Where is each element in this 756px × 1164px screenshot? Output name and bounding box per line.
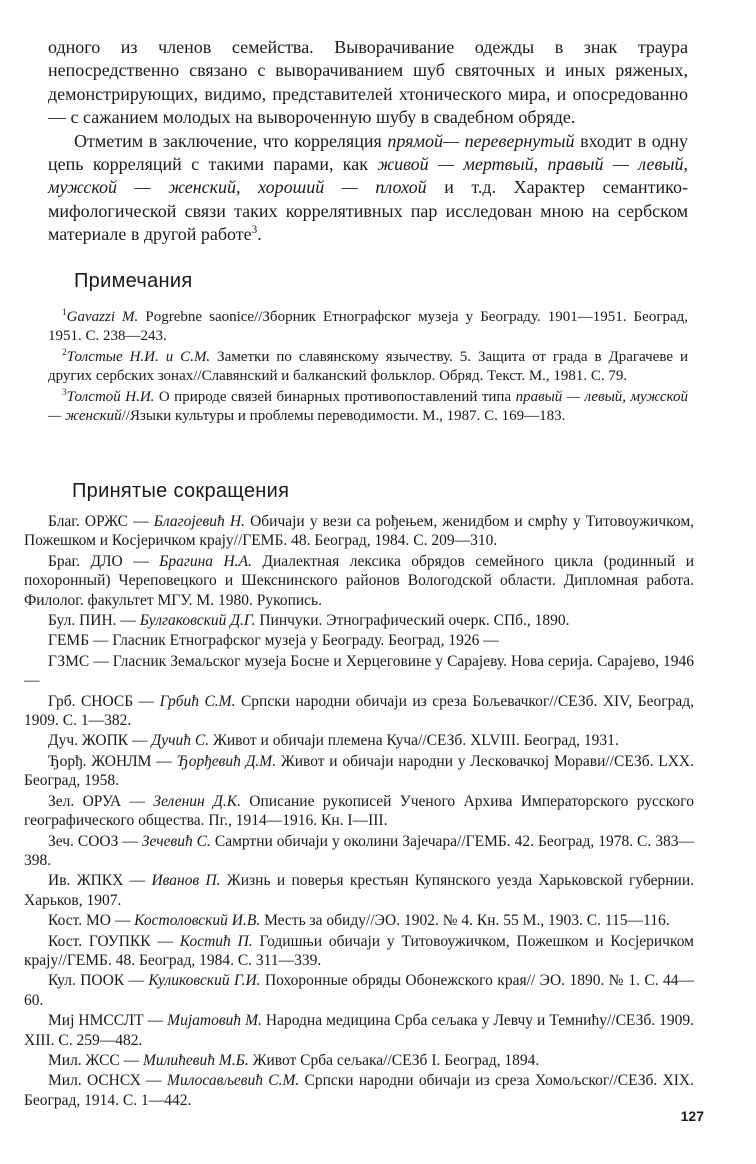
abbreviation-entry	[24, 792, 694, 831]
paragraph-2-text-3: и т.д. Характер семантико-мифологической связи таких коррелятивных пар исследован мною на сербском материале в другой работе	[48, 177, 688, 245]
abbreviation-text: Похоронные обряды Обонежского края// ЭО. 1890. № 1. С. 44—60.	[24, 972, 694, 1009]
abbreviations-list	[24, 512, 694, 1110]
abbreviation-text: Месть за обиду//ЭО. 1902. № 4. Кн. 55 М., 1903. С. 115—116.	[260, 912, 670, 930]
footnote-ref-3[interactable]: 3	[251, 224, 258, 237]
abbreviation-entry	[24, 1011, 694, 1050]
body-text	[48, 36, 688, 247]
abbreviation-code: Дуч. ЖОПК —	[48, 732, 152, 750]
abbreviation-author: Милићевић М.Б.	[143, 1051, 249, 1069]
paragraph-2-italic-2: живой — мертвый, правый — левый, мужской — женский, хороший — плохой	[48, 154, 688, 198]
abbreviation-code: Зеч. СООЗ —	[48, 832, 142, 850]
abbreviation-entry	[24, 871, 694, 910]
abbreviation-author: Брагина Н.А.	[159, 552, 252, 570]
abbreviation-code: Миј НМССЛТ —	[48, 1012, 168, 1030]
abbreviation-author: Куликовский Г.И.	[148, 972, 261, 990]
abbreviation-author: Костоловский И.В.	[134, 912, 261, 930]
abbreviation-code: Мил. ОСНСХ —	[48, 1072, 168, 1090]
abbreviation-entry	[24, 631, 694, 650]
abbreviation-text: Српски народни обичаји из среза Бољевачког//СЕЗб. XIV, Београд, 1909. С. 1—382.	[24, 692, 694, 730]
note-3-number: 3	[62, 388, 67, 398]
note-2-text: Заметки по славянскому язычеству. 5. Защита от града в Драгачеве и других сербских зонах//Славянский и балканский фольклор. Обряд. Текст. М., 1981. С. 79.	[48, 349, 688, 384]
note-2-number: 2	[62, 348, 67, 358]
abbreviation-text: Пинчуки. Этнографический очерк. СПб., 1890.	[255, 612, 570, 630]
abbreviation-entry	[24, 752, 694, 791]
abbreviation-entry	[24, 911, 694, 930]
paragraph-1: одного из членов семейства. Выворачивание одежды в знак траура непосредственно связано с выворачиванием шуб святочных и иных ряженых, демонстрирующих, видимо, представителей хтонического мира, и опосредованно — с сажанием молодых на вывороченную шубу в свадебном обряде.	[48, 37, 688, 128]
note-3-text-2: //Языки культуры и проблемы переводимости. М., 1987. С. 169—183.	[121, 407, 566, 424]
abbreviation-code: Кул. ПООК —	[48, 972, 149, 990]
abbreviation-code: Бул. ПИН. —	[48, 612, 140, 630]
abbreviation-author: Грбић С.М.	[159, 692, 236, 710]
abbreviation-author: Зеленин Д.К.	[153, 792, 241, 810]
abbreviation-entry	[24, 692, 694, 731]
note-3	[48, 388, 688, 425]
page-number: 127	[680, 1108, 704, 1124]
abbreviation-text: Српски народни обичаји из среза Хомољског//СЕЗб. XIX. Београд, 1914. С. 1—442.	[24, 1072, 694, 1109]
abbreviation-author: Иванов П.	[151, 872, 221, 890]
abbreviation-text: Живот и обичаји народни у Лесковачкој Морави//СЕЗб. LXX. Београд, 1958.	[24, 752, 694, 790]
note-2	[48, 348, 688, 385]
abbreviation-author: Милосављевић С.М.	[167, 1072, 300, 1090]
paragraph-2-text-2: входит в одну цепь корреляций с такими парами, как	[48, 130, 688, 175]
abbreviation-entry	[24, 971, 694, 1010]
paragraph-2	[48, 130, 688, 247]
abbreviation-author: Булгаковский Д.Г.	[139, 612, 256, 630]
abbreviation-code: Ђорђ. ЖОНЛМ —	[48, 752, 177, 770]
abbreviation-text: Живот и обичаји племена Куча//СЕЗб. XLVIII. Београд, 1931.	[209, 732, 619, 750]
abbreviation-author: Ђорђевић Д.М.	[176, 752, 277, 770]
abbreviation-author: Костић П.	[179, 932, 253, 950]
abbreviation-entry	[24, 611, 694, 630]
abbreviation-code: Благ. ОРЖС —	[48, 513, 154, 530]
abbreviation-code: Мил. ЖСС —	[48, 1051, 143, 1069]
note-3-author: Толстой Н.И.	[66, 389, 155, 405]
abbreviation-entry	[24, 832, 694, 871]
abbreviation-text: Народна медицина Срба сељака у Левчу и Темнићу//СЕЗб. 1909. XIII. С. 259—482.	[24, 1012, 694, 1049]
note-1-author: Gavazzi M.	[66, 309, 139, 325]
abbreviation-code: Зел. ОРУА —	[48, 792, 154, 810]
abbreviation-code: Ив. ЖПКХ —	[48, 872, 152, 890]
abbreviation-author: Дучић С.	[151, 732, 210, 750]
abbreviation-code: Грб. СНОСБ —	[48, 692, 160, 710]
abbreviation-author: Зечевић С.	[141, 832, 211, 850]
abbreviation-entry	[24, 552, 694, 610]
abbreviation-entry	[24, 652, 694, 691]
note-1-number: 1	[62, 308, 67, 318]
abbreviation-code: Кост. МО —	[48, 912, 135, 930]
paragraph-2-text-1: Отметим в заключение, что корреляция	[74, 130, 388, 151]
abbreviation-text: Описание рукописей Ученого Архива Императорского русского географического общества. Пг., 1914—1916. Кн. I—III.	[24, 792, 694, 830]
abbreviation-author: Благојевић Н.	[153, 513, 245, 530]
abbreviation-entry	[24, 731, 694, 750]
note-2-author: Толстые Н.И. и С.М.	[66, 349, 211, 365]
abbreviation-entry	[24, 932, 694, 971]
abbreviation-text: Жизнь и поверья крестьян Купянского уезда Харьковской губернии. Харьков, 1907.	[24, 872, 694, 909]
abbreviation-text: ГЗМС — Гласник Земаљског музеја Босне и Херцеговине у Сарајеву. Нова серија. Сарајево, 1946 —	[24, 652, 694, 690]
abbreviation-entry	[24, 1051, 694, 1070]
abbreviation-text: Диалектная лексика обрядов семейного цикла (родинный и похоронный) Череповецкого и Шекснинского районов Вологодской области. Дипломная работа. Филолог. факультет МГУ. М. 1980. Рукопись.	[24, 552, 695, 609]
paragraph-2-italic-1: прямой— перевернутый	[387, 130, 575, 151]
abbreviation-entry	[24, 512, 694, 551]
abbreviation-text: Обичаји у вези са рођењем, женидбом и смрћу у Титовоужичком, Пожешком и Косјеричком крају//ГЕМБ. 48. Београд, 1984. С. 209—310.	[24, 513, 695, 550]
abbreviation-text: Живот Срба сељака//СЕЗб I. Београд, 1894.	[248, 1051, 540, 1069]
abbreviation-code: Браг. ДЛО —	[48, 552, 160, 570]
notes-list	[48, 308, 688, 425]
paragraph-2-text-4: .	[257, 224, 262, 245]
abbreviation-text: Годишњи обичаји у Титовоужичком, Пожешком и Косјеричком крају//ГЕМБ. 48. Београд, 1984. С. 311—339.	[24, 932, 694, 969]
note-3-italic: правый — левый, мужской — женский	[48, 389, 688, 424]
note-1-text: Pogrebne saonice//Зборник Етнографског музеја у Београду. 1901—1951. Београд, 1951. С. 238—243.	[48, 309, 689, 344]
note-1	[48, 308, 688, 345]
abbreviation-text: ГЕМБ — Гласник Етнографског музеја у Београду. Београд, 1926 —	[48, 632, 499, 650]
abbreviation-entry	[24, 1071, 694, 1110]
abbreviation-author: Мијатовић М.	[167, 1012, 262, 1030]
abbreviation-code: Кост. ГОУПКК —	[48, 932, 180, 950]
note-3-text: О природе связей бинарных противопоставлений типа	[154, 389, 516, 405]
abbreviations-heading: Принятые сокращения	[72, 480, 290, 502]
notes-heading: Примечания	[74, 270, 193, 292]
abbreviation-text: Самртни обичаји у околини Зајечара//ГЕМБ. 42. Београд, 1978. С. 383—398.	[24, 832, 694, 869]
